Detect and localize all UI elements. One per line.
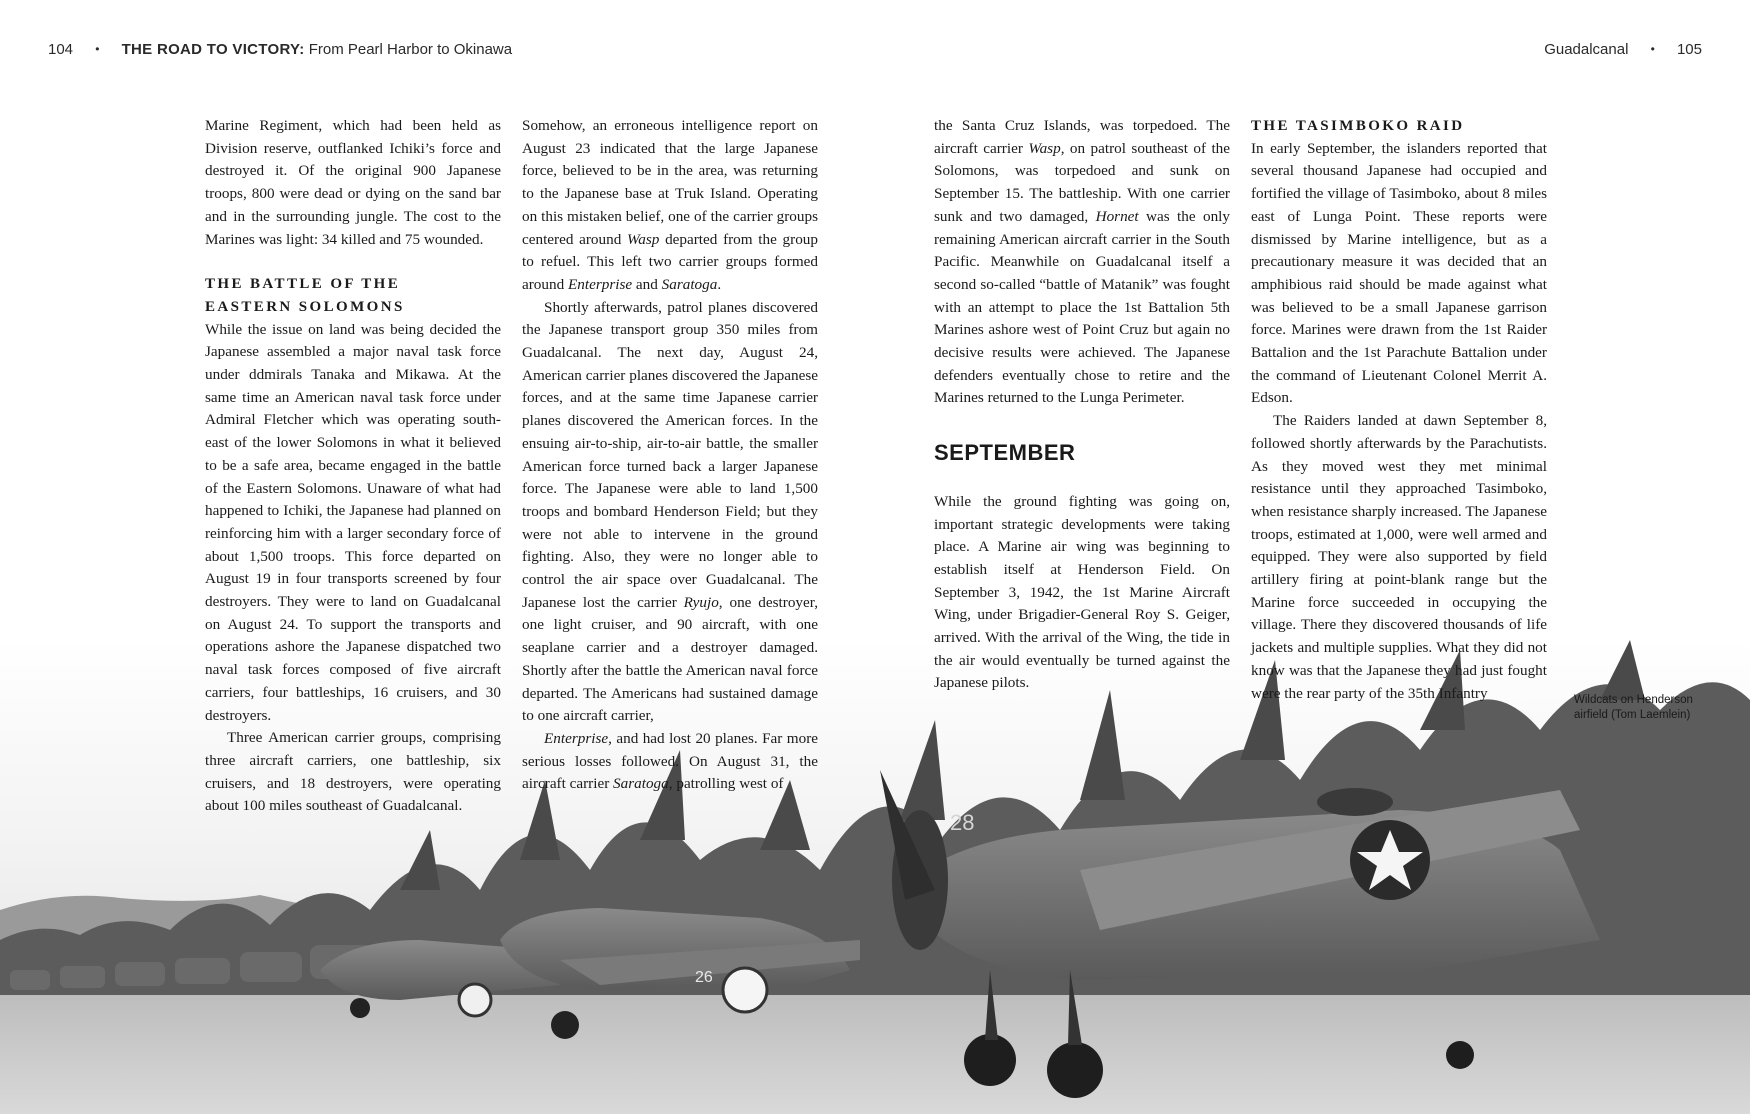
text-run: , one destroyer, one light cruiser, and 90 aircraft, with one seaplane carrier and a destroyer damaged. Shortly after the battle the American naval force departed. The Americans had sustained damage to one aircraft carrier, xyxy=(522,593,818,725)
paragraph xyxy=(522,115,818,297)
caption-line: airfield (Tom Laemlein) xyxy=(1574,709,1691,721)
paragraph: Three American carrier groups, comprising three aircraft carriers, one battleship, six cruisers, and 18 destroyers, were operating about 100 miles southeast of Guadalcanal. xyxy=(205,729,501,815)
paragraph xyxy=(522,728,818,796)
tail-number-26: 26 xyxy=(695,969,713,986)
text-run: Somehow, an erroneous intelligence report on August 23 indicated that the large Japanese force, believed to be in the area, was returning to the Japanese base at Truk Island. Operating on this mistaken belief, one of the carrier groups centered around xyxy=(522,117,818,248)
text-run: , patrolling west of xyxy=(668,775,784,793)
text-run: Shortly afterwards, patrol planes discovered the Japanese transport group 350 miles from Guadalcanal. The next day, August 24, American carrier planes discovered the Japanese forces, and at the same time Japanese carrier planes discovered the American forces. In the ensuing air-to-ship, air-to-air battle, the smaller American force turned back a larger Japanese force. The Japanese were able to land 1,500 troops and bombard Henderson Field; but they were not able to intervene in the ground fighting. Also, they were no longer able to control the air space over Guadalcanal. The Japanese lost the carrier xyxy=(522,298,818,611)
book-subtitle: From Pearl Harbor to Okinawa xyxy=(308,41,513,58)
page-number-right: 105 xyxy=(1676,41,1702,58)
photo-caption xyxy=(1574,693,1704,723)
text-column-2 xyxy=(522,115,818,796)
paragraph: Marine Regiment, which had been held as Division reserve, outflanked Ichiki’s force and destroyed it. Of the original 900 Japanese troops, 800 were dead or dying on the sand bar and in the surrounding jungle. The cost to the Marines was light: 34 killed and 75 wounded. xyxy=(205,117,501,248)
paragraph: In early September, the islanders reported that several thousand Japanese had occupied and fortified the village of Tasimboko, about 8 miles east of Lunga Point. These reports were dismissed by Marine intelligence, but as a precautionary measure it was decided that an amphibious raid should be made against what was believed to be a small Japanese garrison force. Marines were drawn from the 1st Raider Battalion and the 1st Parachute Battalion under the command of Lieutenant Colonel Merrit A. Edson. xyxy=(1251,139,1547,407)
ship-name: Saratoga xyxy=(613,775,669,793)
chapter-title: Guadalcanal xyxy=(1544,41,1629,58)
airfield-ground xyxy=(0,995,1750,1114)
text-run: , and had lost 20 planes. Far more serious losses followed. On August 31, the aircraft carrier xyxy=(522,729,818,793)
ship-name: Wasp xyxy=(1028,139,1061,157)
ship-name: Wasp xyxy=(627,230,660,248)
heading-line: THE BATTLE OF THE xyxy=(205,276,401,293)
book-title: THE ROAD TO VICTORY: xyxy=(121,41,305,58)
text-run: , on patrol southeast of the Solomons, was torpedoed and sunk on September 15. The battleship. With one carrier sunk and two damaged, xyxy=(934,139,1231,225)
running-head-left xyxy=(48,41,512,58)
text-run: departed from the group to refuel. This left two carrier groups formed around xyxy=(522,230,818,293)
ship-name: Enterprise xyxy=(544,729,609,747)
text-run: the Santa Cruz Islands, was torpedoed. The aircraft carrier xyxy=(934,117,1230,157)
tail-number-28: 28 xyxy=(950,810,975,835)
heading-line: EASTERN SOLOMONS xyxy=(205,298,405,315)
paragraph xyxy=(934,115,1230,410)
text-run: and xyxy=(632,275,662,293)
header-separator-left: • xyxy=(95,42,100,56)
running-head-right xyxy=(1544,41,1702,58)
ship-name: Saratoga xyxy=(661,275,718,293)
caption-line: Wildcats on Henderson xyxy=(1574,694,1693,706)
paragraph: While the ground fighting was going on, important strategic developments were taking place. A Marine air wing was beginning to establish itself at Henderson Field. On September 3, 1942, the 1st Marine Aircraft Wing, under Brigadier-General Roy S. Geiger, arrived. With the arrival of the Wing, the tide in the air would eventually be turned against the Japanese pilots. xyxy=(934,492,1230,692)
text-run: . xyxy=(717,275,722,293)
paragraph: The Raiders landed at dawn September 8, followed shortly afterwards by the Parachutists. As they moved west they met minimal resistance until they approached Tasimboko, when resistance sharply increased. The Japanese troops, estimated at 1,000, were well armed and equipped. They were also supported by field artillery firing at point-blank range but the Marine force succeeded in occupying the village. There they discovered thousands of life jackets and multiple supplies. What they did not know was that the Japanese they had just fought were the rear party of the 35th Infantry xyxy=(1251,412,1547,702)
header-separator-right: • xyxy=(1650,42,1655,56)
page-number-left: 104 xyxy=(48,41,74,58)
text-column-1 xyxy=(205,115,501,818)
ship-name: Ryujo xyxy=(683,593,719,611)
ship-name: Enterprise xyxy=(567,275,633,293)
text-run: was the only remaining American aircraft carrier in the South Pacific. Meanwhile on Guadalcanal itself a second so-called “battle of Matanik” was fought with an attempt to place the 1st Battalion 5th Marines ashore west of Point Cruz but again no decisive results were achieved. The Japanese defenders eventually chose to retire and the Marines returned to the Lunga Perimeter. xyxy=(934,207,1231,407)
ship-name: Hornet xyxy=(1095,207,1139,225)
paragraph: While the issue on land was being decided the Japanese assembled a major naval task force under ddmirals Tanaka and Mikawa. At the same time an American naval task force under Admiral Fletcher which was operating south-east of the lower Solomons in what it believed to be a safe area, became engaged in the battle of the Eastern Solomons. Unaware of what had happened to Ichiki, the Japanese had planned on reinforcing him with a larger secondary force of about 1,500 troops. This force departed on August 19 in four transports screened by four destroyers. They were to land on Guadalcanal on August 24. To support the transports and operations ashore the Japanese dispatched two naval task forces composed of five aircraft carriers, four battleships, 16 cruisers, and 30 destroyers. xyxy=(205,320,501,724)
section-heading-tasimboko-raid: THE TASIMBOKO RAID xyxy=(1251,118,1465,134)
section-heading-september: SEPTEMBER xyxy=(934,440,1076,466)
section-heading-eastern-solomons xyxy=(205,273,501,318)
paragraph xyxy=(522,297,818,728)
text-column-4 xyxy=(1251,115,1547,705)
text-column-3 xyxy=(934,115,1230,695)
